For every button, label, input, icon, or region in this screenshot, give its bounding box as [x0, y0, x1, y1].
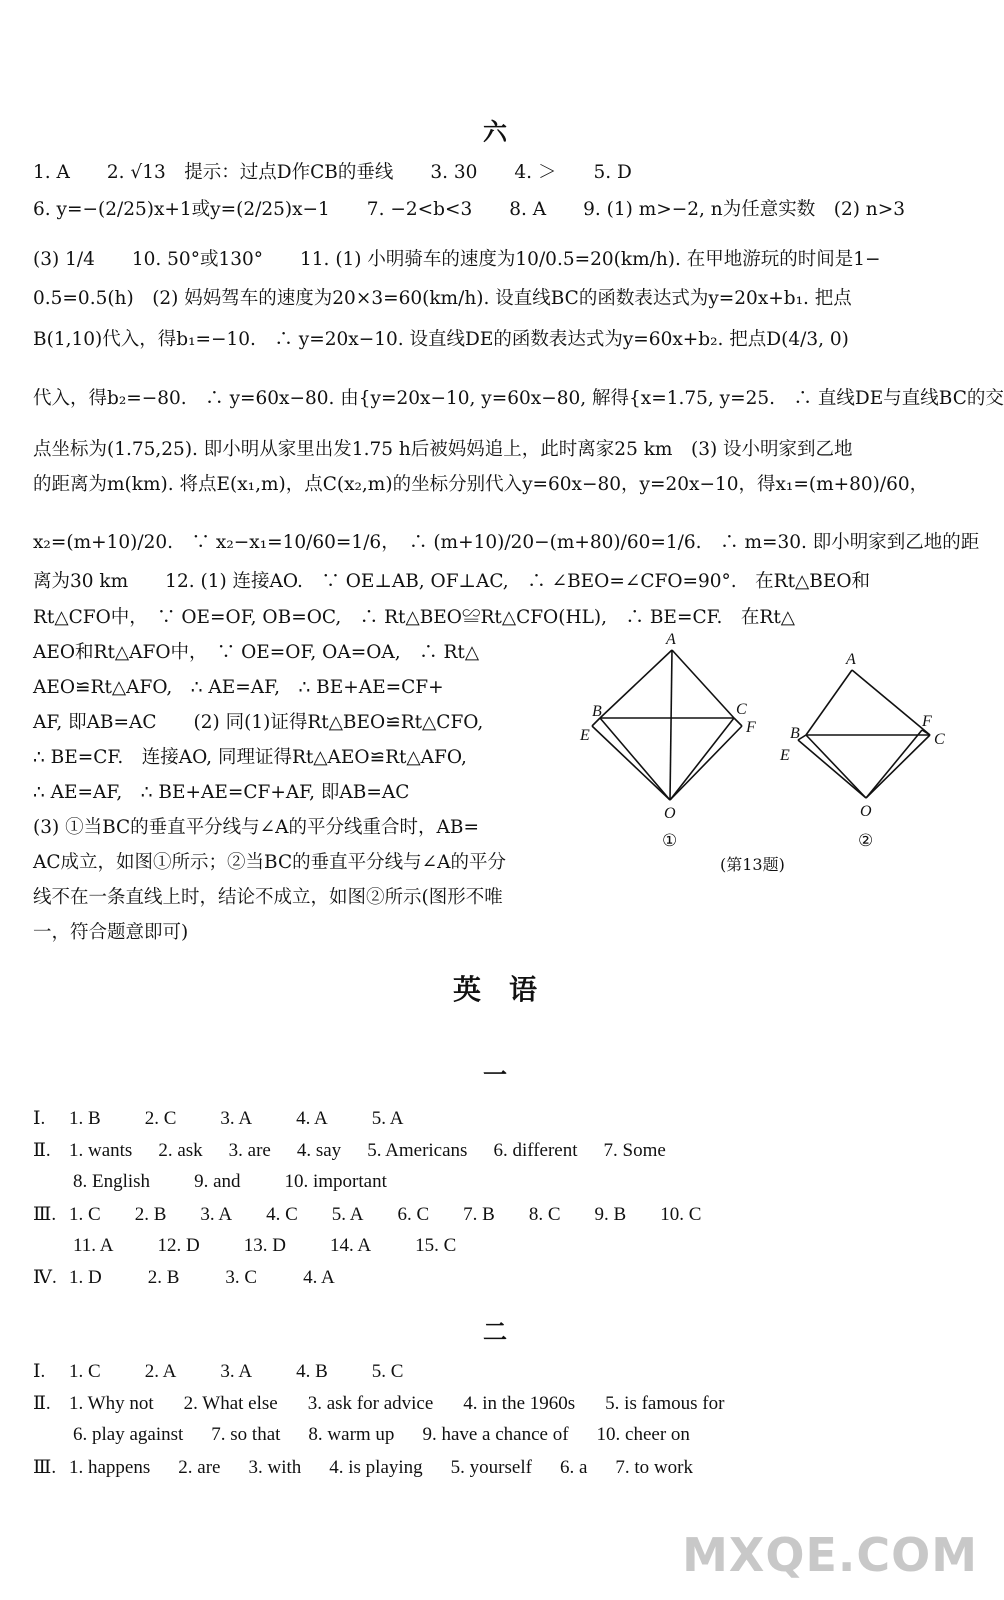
answer-item: 4. C [266, 1204, 298, 1225]
answer-item: 8. warm up [308, 1424, 395, 1445]
roman-numeral: Ⅱ. [33, 1140, 51, 1161]
answer-item: 11. A [73, 1235, 114, 1256]
segment-co [866, 735, 930, 798]
answer-item: 15. C [415, 1235, 457, 1256]
segment-eo [592, 726, 670, 800]
segment-bo [600, 718, 670, 800]
label-b: B [790, 725, 800, 742]
figure-2-label: ② [858, 831, 874, 851]
math-line: 线不在一条直线上时，结论不成立，如图②所示(图形不唯 [33, 887, 503, 908]
segment-co [670, 718, 734, 800]
answer-item: 4. in the 1960s [463, 1393, 576, 1414]
math-line: (3) 1/4 10. 50°或130° 11. (1) 小明骑车的速度为10/0.5=20(km/h). 在甲地游玩的时间是1− [33, 249, 881, 270]
answer-item: 2. B [134, 1204, 167, 1225]
segment-fo [866, 730, 922, 798]
figure-1 [592, 650, 742, 800]
label-b: B [592, 703, 602, 720]
label-e: E [580, 727, 590, 744]
answer-item: 6. C [397, 1204, 430, 1225]
answer-item: 9. and [194, 1171, 241, 1192]
answer-item: 5. Americans [367, 1140, 468, 1161]
segment-bo [806, 735, 866, 798]
english-part1-heading: 一 [483, 1060, 507, 1089]
watermark: MXQE.COM [682, 1528, 978, 1582]
label-a: A [666, 631, 676, 648]
answer-item: 3. ask for advice [307, 1393, 434, 1414]
english-title: 英 语 [452, 973, 537, 1006]
segment-ab [806, 670, 852, 735]
segment-ac [672, 650, 734, 718]
answer-item: 2. are [178, 1457, 221, 1478]
math-line: 一，符合题意即可) [33, 922, 189, 943]
math-line: Rt△CFO中， ∵ OE=OF, OB=OC, ∴ Rt△BEO≌Rt△CFO(HL), ∴ BE=CF. 在Rt△ [33, 607, 796, 628]
roman-numeral: Ⅱ. [33, 1393, 51, 1414]
figure-1-label: ① [662, 831, 678, 851]
answer-item: 2. What else [183, 1393, 278, 1414]
math-line: 的距离为m(km). 将点E(x₁,m)，点C(x₂,m)的坐标分别代入y=60x−80，y=20x−10，得x₁=(m+80)/60， [33, 474, 929, 495]
answer-item: 5. A [331, 1204, 364, 1225]
math-line: AC成立，如图①所示；②当BC的垂直平分线与∠A的平分 [33, 852, 506, 873]
math-line: 6. y=−(2/25)x+1或y=(2/25)x−1 7. −2<b<3 8. A 9. (1) m>−2, n为任意实数 (2) n>3 [33, 199, 905, 220]
math-line: ∴ AE=AF, ∴ BE+AE=CF+AF, 即AB=AC [33, 782, 410, 803]
answer-item: 5. yourself [450, 1457, 532, 1478]
answer-item: 4. A [296, 1108, 328, 1129]
answer-item: 3. C [225, 1267, 258, 1288]
answer-item: 6. play against [73, 1424, 184, 1445]
segment-ab [600, 650, 672, 718]
answer-item: 2. B [147, 1267, 180, 1288]
answer-item: 7. Some [603, 1140, 666, 1161]
answer-item: 10. important [284, 1171, 387, 1192]
answer-item: 9. have a chance of [422, 1424, 569, 1445]
answer-item: 12. D [157, 1235, 200, 1256]
answer-item: 7. so that [211, 1424, 281, 1445]
answer-row [33, 1360, 447, 1383]
roman-numeral: Ⅳ. [33, 1267, 57, 1288]
math-line: 点坐标为(1.75,25). 即小明从家里出发1.75 h后被妈妈追上，此时离家25 km (3) 设小明家到乙地 [33, 439, 853, 460]
math-line: AEO≌Rt△AFO, ∴ AE=AF, ∴ BE+AE=CF+ [33, 677, 444, 698]
english-part2-heading: 二 [483, 1317, 507, 1346]
math-part-heading: 六 [483, 117, 507, 146]
math-line: 离为30 km 12. (1) 连接AO. ∵ OE⊥AB, OF⊥AC, ∴ ∠BEO=∠CFO=90°. 在Rt△BEO和 [33, 571, 871, 592]
answer-row [33, 1392, 754, 1415]
geometry-figure [580, 631, 970, 880]
label-e: E [780, 747, 790, 764]
answer-item: 1. D [69, 1267, 102, 1288]
answer-row [33, 1203, 735, 1226]
answer-item: 2. ask [158, 1140, 203, 1161]
answer-item: 2. A [144, 1361, 177, 1382]
segment-cf [734, 718, 742, 726]
answer-item: 4. A [303, 1267, 335, 1288]
answer-item: 3. A [200, 1204, 233, 1225]
answer-row [73, 1235, 500, 1257]
answer-item: 1. B [69, 1108, 101, 1129]
answer-item: 5. is famous for [605, 1393, 725, 1414]
answer-row [73, 1424, 718, 1446]
answer-row [33, 1107, 447, 1130]
label-o: O [664, 805, 676, 822]
answer-item: 3. with [248, 1457, 302, 1478]
answer-row [33, 1139, 692, 1162]
roman-numeral: Ⅲ. [33, 1204, 57, 1225]
answer-item: 5. A [371, 1108, 404, 1129]
answer-item: 3. A [220, 1108, 253, 1129]
answer-item: 9. B [594, 1204, 627, 1225]
math-line: (3) ①当BC的垂直平分线与∠A的平分线重合时，AB= [33, 817, 479, 838]
answer-item: 4. say [296, 1140, 342, 1161]
answer-item: 6. different [493, 1140, 578, 1161]
answer-item: 13. D [243, 1235, 286, 1256]
label-f: F [922, 713, 932, 730]
answer-item: 7. B [463, 1204, 495, 1225]
math-line: 1. A 2. √13 提示：过点D作CB的垂线 3. 30 4. ＞ 5. D [33, 162, 632, 183]
answer-item: 1. happens [69, 1457, 151, 1478]
roman-numeral: Ⅲ. [33, 1457, 57, 1478]
answer-item: 1. wants [69, 1140, 133, 1161]
answer-row [33, 1266, 381, 1289]
segment-eo [798, 740, 866, 798]
label-f: F [746, 719, 756, 736]
figure-caption: (第13题) [720, 855, 785, 874]
answer-item: 8. C [528, 1204, 561, 1225]
roman-numeral: Ⅰ. [33, 1108, 46, 1129]
math-line: 0.5=0.5(h) (2) 妈妈驾车的速度为20×3=60(km/h). 设直线BC的函数表达式为y=20x+b₁. 把点 [33, 288, 852, 309]
label-a: A [846, 651, 856, 668]
math-line: ∴ BE=CF. 连接AO, 同理证得Rt△AEO≌Rt△AFO, [33, 747, 467, 768]
answer-item: 2. C [144, 1108, 177, 1129]
answer-item: 5. C [371, 1361, 404, 1382]
label-o: O [860, 803, 872, 820]
answer-item: 1. Why not [69, 1393, 154, 1414]
answer-item: 6. a [559, 1457, 588, 1478]
segment-ac [852, 670, 930, 735]
answer-row [33, 1456, 721, 1479]
math-line: AF, 即AB=AC (2) 同(1)证得Rt△BEO≌Rt△CFO, [33, 712, 484, 733]
label-c: C [736, 701, 747, 718]
answer-item: 14. A [329, 1235, 372, 1256]
answer-row [73, 1171, 431, 1193]
math-line: x₂=(m+10)/20. ∵ x₂−x₁=10/60=1/6， ∴ (m+10)/20−(m+80)/60=1/6. ∴ m=30. 即小明家到乙地的距 [33, 532, 980, 553]
answer-item: 7. to work [615, 1457, 693, 1478]
math-line: 代入，得b₂=−80. ∴ y=60x−80. 由{y=20x−10, y=60x−80, 解得{x=1.75, y=25. ∴ 直线DE与直线BC的交 [33, 388, 1004, 409]
segment-ao [670, 650, 672, 800]
answer-item: 3. are [228, 1140, 271, 1161]
segment-fo [670, 726, 742, 800]
roman-numeral: Ⅰ. [33, 1361, 46, 1382]
answer-item: 3. A [220, 1361, 253, 1382]
answer-item: 4. is playing [329, 1457, 423, 1478]
answer-item: 1. C [69, 1361, 101, 1382]
figure-2 [798, 670, 930, 798]
answer-item: 1. C [69, 1204, 101, 1225]
answer-item: 8. English [73, 1171, 151, 1192]
answer-item: 10. cheer on [596, 1424, 690, 1445]
answer-item: 10. C [660, 1204, 702, 1225]
answer-item: 4. B [296, 1361, 328, 1382]
math-line: B(1,10)代入，得b₁=−10. ∴ y=20x−10. 设直线DE的函数表达式为y=60x+b₂. 把点D(4/3, 0) [33, 329, 849, 350]
math-line: AEO和Rt△AFO中， ∵ OE=OF, OA=OA, ∴ Rt△ [33, 642, 480, 663]
label-c: C [934, 731, 945, 748]
